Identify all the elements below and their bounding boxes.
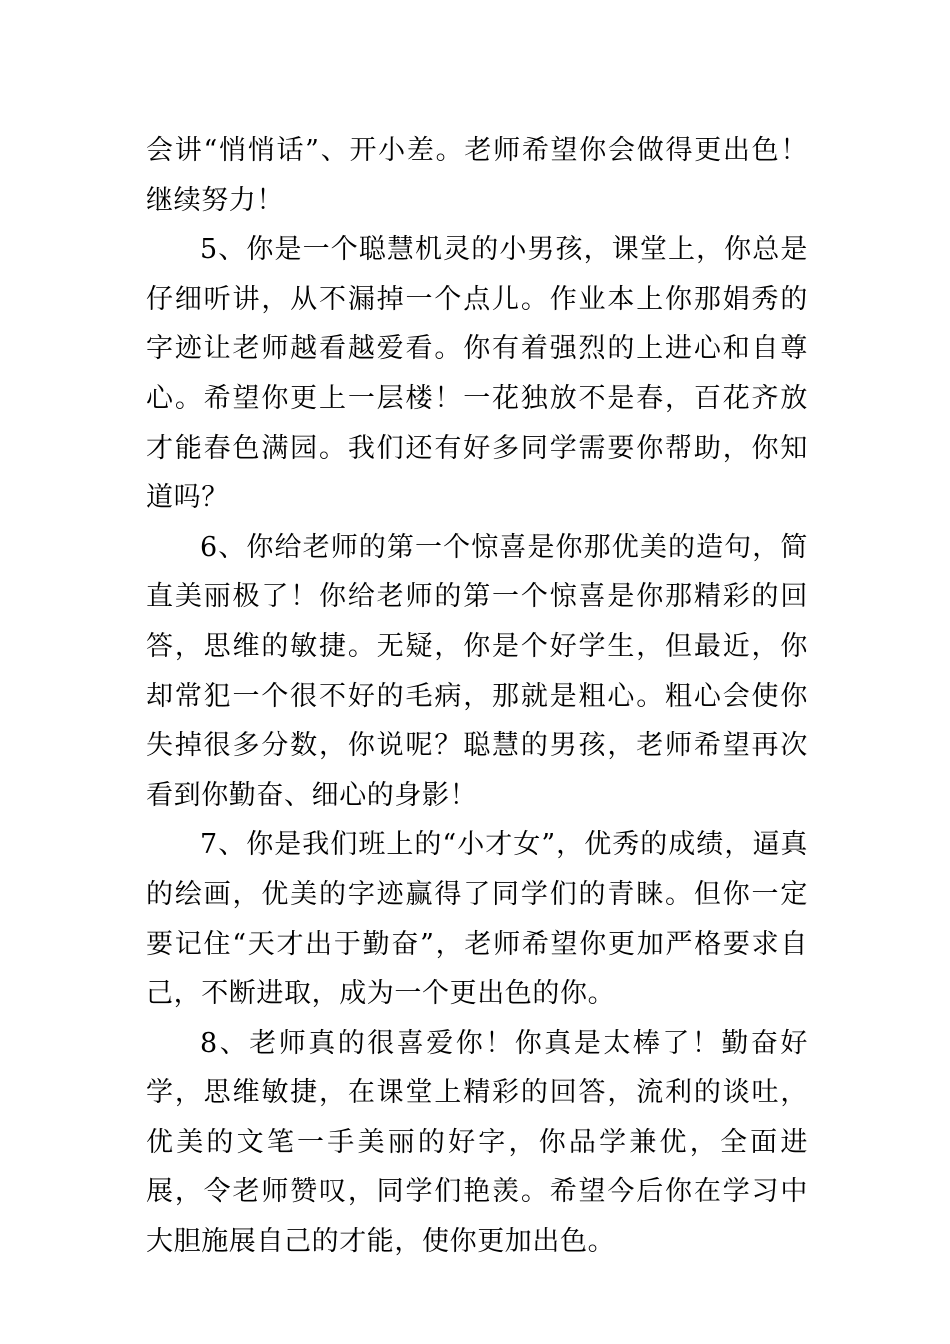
document-body xyxy=(146,126,808,1267)
paragraph-comment-7: 7、你是我们班上的“小才女”，优秀的成绩，逼真的绘画，优美的字迹赢得了同学们的青睐。但你一定要记住“天才出于勤奋”，老师希望你更加严格要求自己，不断进取，成为一个更出色的你。 xyxy=(146,829,808,1010)
paragraph-comment-6: 6、你给老师的第一个惊喜是你那优美的造句，简直美丽极了！你给老师的第一个惊喜是你那精彩的回答，思维的敏捷。无疑，你是个好学生，但最近，你却常犯一个很不好的毛病，那就是粗心。粗心会使你失掉很多分数，你说呢？聪慧的男孩，老师希望再次看到你勤奋、细心的身影！ xyxy=(146,531,808,811)
paragraph-comment-5: 5、你是一个聪慧机灵的小男孩，课堂上，你总是仔细听讲，从不漏掉一个点儿。作业本上你那娟秀的字迹让老师越看越爱看。你有着强烈的上进心和自尊心。希望你更上一层楼！一花独放不是春，百花齐放才能春色满园。我们还有好多同学需要你帮助，你知道吗？ xyxy=(146,234,808,514)
paragraph-comment-8: 8、老师真的很喜爱你！你真是太棒了！勤奋好学，思维敏捷，在课堂上精彩的回答，流利的谈吐，优美的文笔一手美丽的好字，你品学兼优，全面进展，令老师赞叹，同学们艳羡。希望今后你在学习中大胆施展自己的才能，使你更加出色。 xyxy=(146,1027,808,1258)
paragraph-continued: 会讲“悄悄话”、开小差。老师希望你会做得更出色！继续努力！ xyxy=(146,135,808,216)
